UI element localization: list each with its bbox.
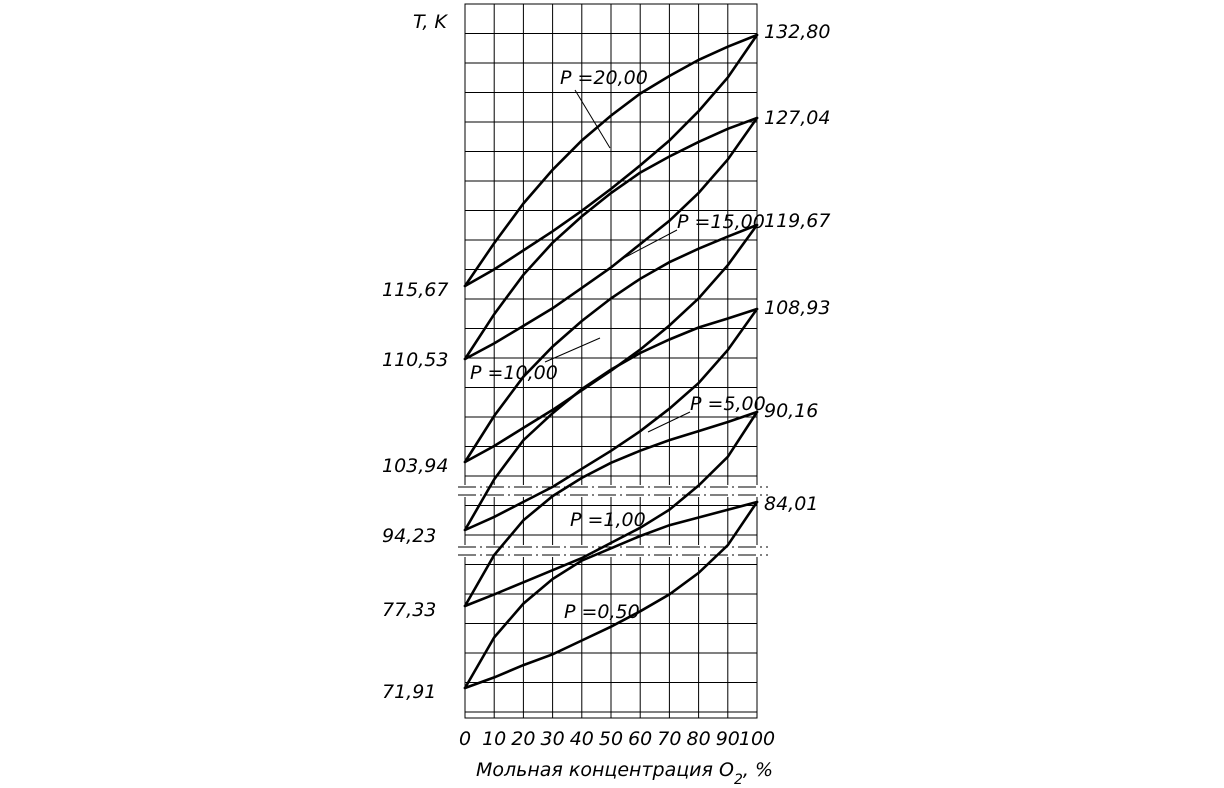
start-temp-label: 110,53 [382,349,449,371]
x-tick-label: 80 [686,728,711,750]
x-axis-label-prefix: Мольная концентрация O [476,759,734,781]
series-0-label: P =0,50 [564,601,640,623]
x-tick-label: 30 [540,728,565,750]
start-temp-label: 71,91 [382,681,437,703]
x-tick-label: 50 [598,728,624,750]
x-tick-label: 100 [738,728,776,750]
series-4-label: P =15,00 [677,211,765,233]
series-1-label: P =1,00 [570,509,646,531]
chart-texts [382,11,830,788]
x-tick-label: 70 [657,728,682,750]
x-tick-label: 20 [511,728,536,750]
series-5-label: P =20,00 [560,67,648,89]
start-temp-label: 77,33 [382,599,437,621]
start-temp-label: 115,67 [382,279,449,301]
y-axis-label: T, K [413,11,447,33]
x-tick-label: 10 [482,728,507,750]
start-temp-label: 103,94 [382,455,449,477]
series-3-label: P =10,00 [470,362,558,384]
x-tick-label: 60 [628,728,653,750]
x-axis-label-sub: 2 [733,772,743,788]
x-tick-label: 0 [458,728,472,750]
end-temp-label: 132,80 [764,21,831,43]
start-temp-label: 94,23 [382,525,437,547]
x-tick-label: 90 [715,728,740,750]
end-temp-label: 84,01 [764,493,819,515]
x-axis-label-suffix: , % [742,759,774,781]
series-4-leader [620,230,677,260]
end-temp-label: 127,04 [764,107,831,129]
end-temp-label: 108,93 [764,297,831,319]
series-2-label: P =5,00 [690,393,766,415]
x-tick-label: 40 [569,728,594,750]
x-axis-label [476,759,773,788]
series-5-leader [575,90,610,148]
end-temp-label: 119,67 [764,210,831,232]
end-temp-label: 90,16 [764,400,819,422]
